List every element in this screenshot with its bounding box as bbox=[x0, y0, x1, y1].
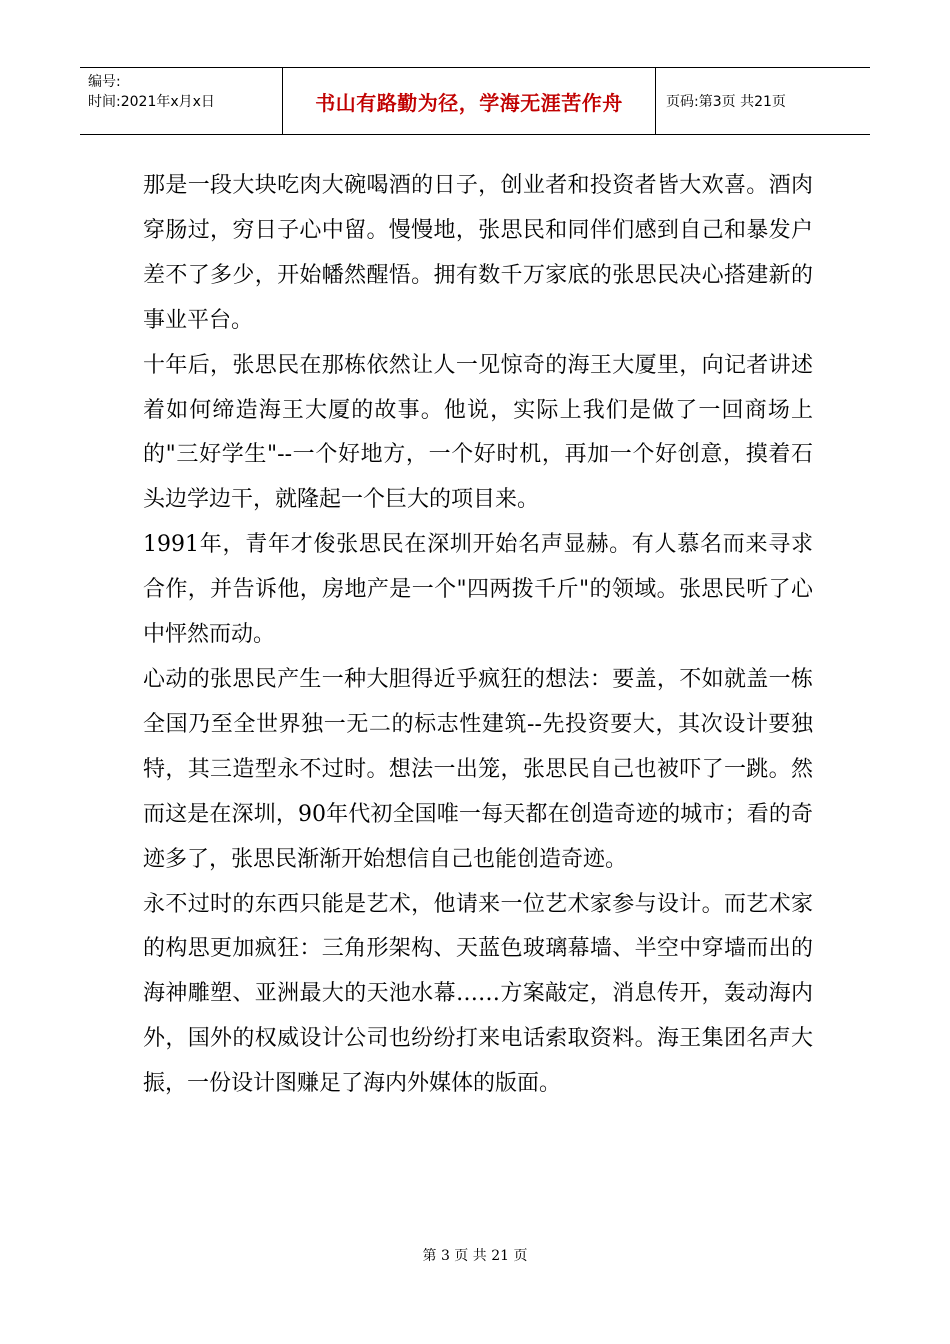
header-meta bbox=[80, 68, 282, 134]
footer-page-number: 第 3 页 共 21 页 bbox=[422, 1248, 528, 1264]
paragraph-2: 十年后，张思民在那栋依然让人一见惊奇的海王大厦里，向记者讲述着如何缔造海王大厦的故事。他说，实际上我们是做了一回商场上的"三好学生"--一个好地方，一个好时机，再加一个好创意，摸着石头边学边干，就隆起一个巨大的项目来。 bbox=[143, 352, 813, 513]
header-motto: 书山有路勤为径，学海无涯苦作舟 bbox=[315, 90, 623, 115]
paragraph-3: 1991年，青年才俊张思民在深圳开始名声显赫。有人慕名而来寻求合作，并告诉他，房地产是一个"四两拨千斤"的领域。张思民听了心中怦然而动。 bbox=[143, 532, 813, 648]
document-body bbox=[143, 164, 813, 1107]
header-page-number: 页码:第3页 共21页 bbox=[666, 94, 786, 110]
paragraph-1: 那是一段大块吃肉大碗喝酒的日子，创业者和投资者皆大欢喜。酒肉穿肠过，穷日子心中留。慢慢地，张思民和同伴们感到自己和暴发户差不了多少，开始幡然醒悟。拥有数千万家底的张思民决心搭建新的事业平台。 bbox=[143, 173, 813, 333]
page-header bbox=[80, 67, 870, 135]
document-date-label: 时间:2021年x月x日 bbox=[88, 94, 215, 110]
header-page-cell bbox=[656, 68, 870, 134]
paragraph-4: 心动的张思民产生一种大胆得近乎疯狂的想法：要盖，不如就盖一栋全国乃至全世界独一无二的标志性建筑--先投资要大，其次设计要独特，其三造型永不过时。想法一出笼，张思民自己也被吓了一跳。然而这是在深圳，90年代初全国唯一每天都在创造奇迹的城市；看的奇迹多了，张思民渐渐开始想信自己也能创造奇迹。 bbox=[143, 666, 813, 872]
document-number-label: 编号: bbox=[88, 74, 121, 90]
page-footer bbox=[0, 1245, 950, 1265]
header-motto-cell bbox=[282, 68, 656, 134]
paragraph-5: 永不过时的东西只能是艺术，他请来一位艺术家参与设计。而艺术家的构思更加疯狂：三角形架构、天蓝色玻璃幕墙、半空中穿墙而出的海神雕塑、亚洲最大的天池水幕……方案敲定，消息传开，轰动海内外，国外的权威设计公司也纷纷打来电话索取资料。海王集团名声大振，一份设计图赚足了海内外媒体的版面。 bbox=[143, 891, 813, 1097]
